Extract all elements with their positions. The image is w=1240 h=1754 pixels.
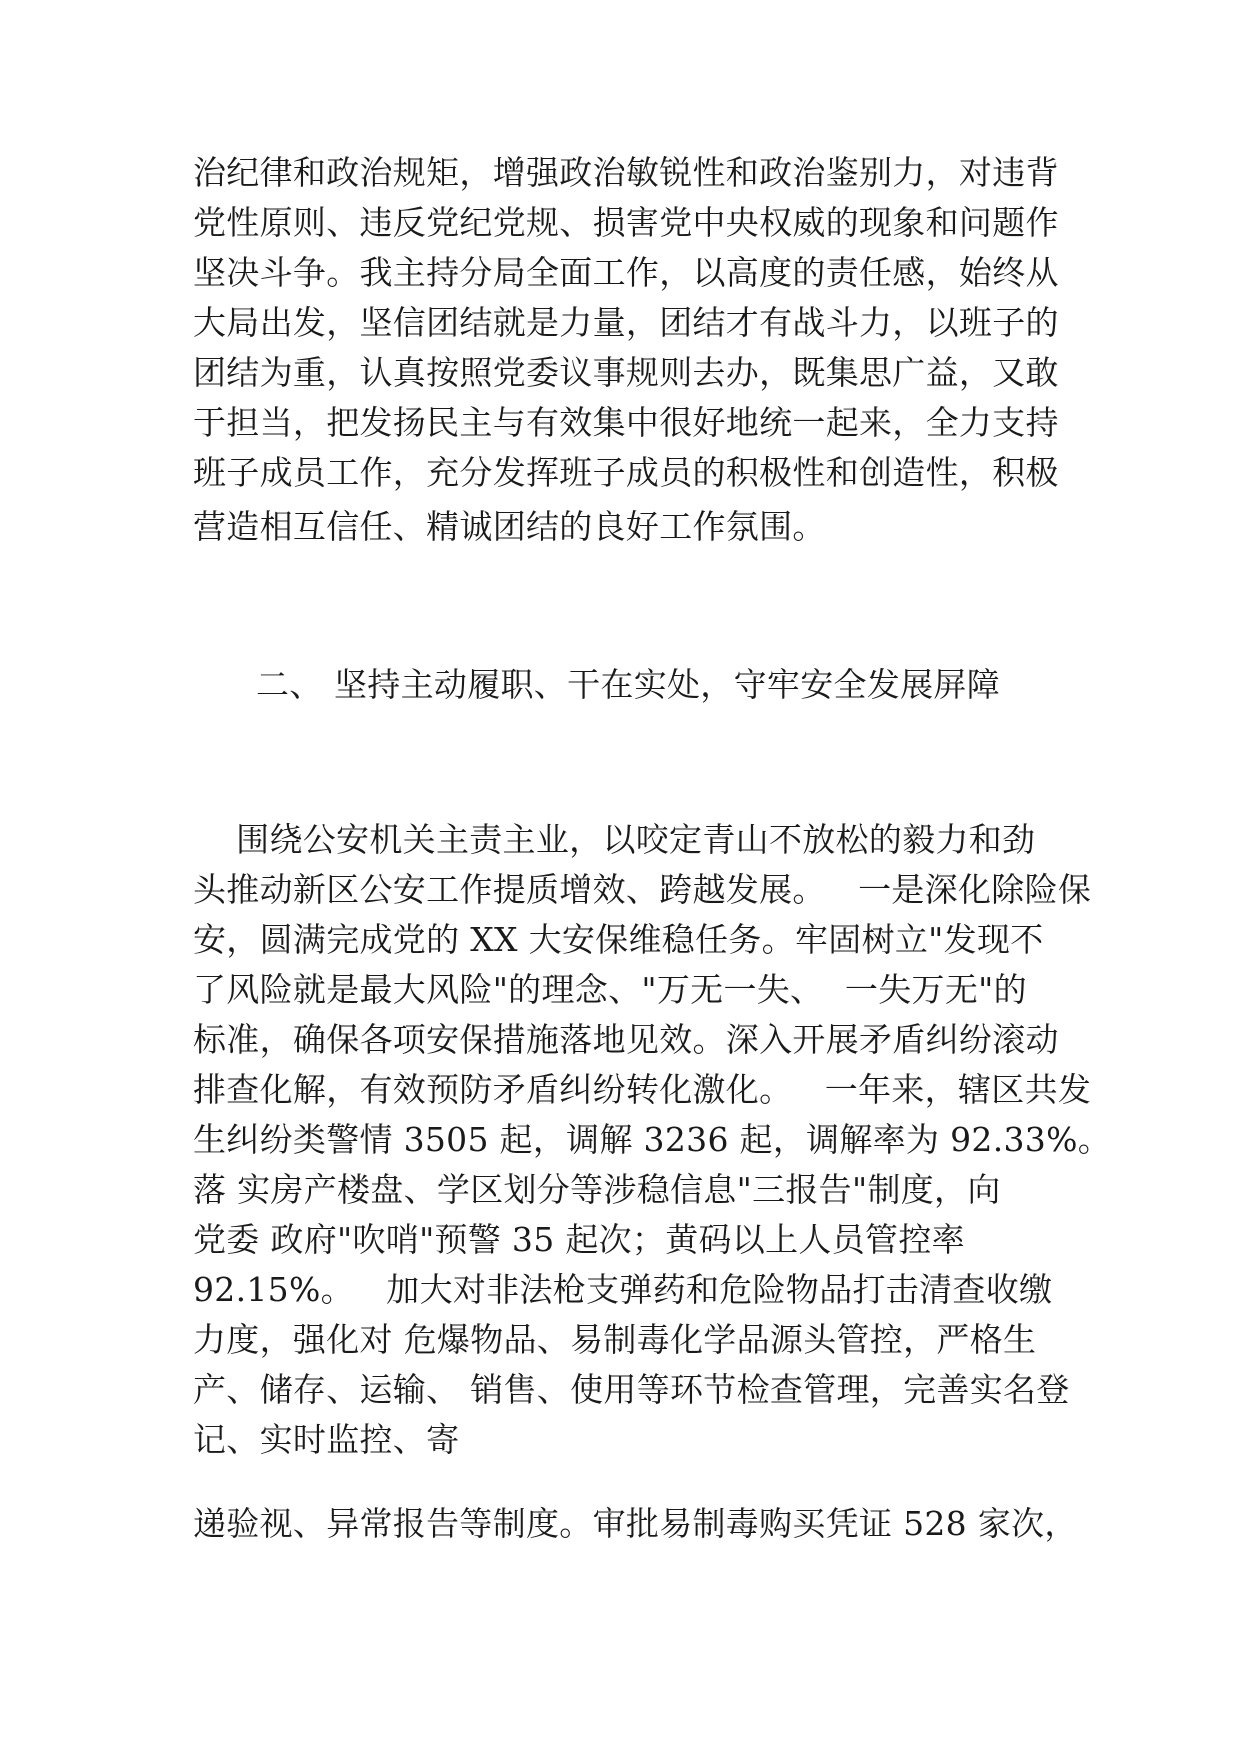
paragraph-line: 记、实时监控、寄 xyxy=(193,1420,460,1459)
paragraph-line: 围绕公安机关主责主业，以咬定青山不放松的毅力和劲 xyxy=(193,820,1036,859)
section-heading: 坚持主动履职、干在实处，守牢安全发展屏障 xyxy=(334,665,1000,704)
paragraph-line: 力度，强化对 危爆物品、易制毒化学品源头管控，严格生 xyxy=(193,1320,1037,1359)
paragraph-line: 班子成员工作，充分发挥班子成员的积极性和创造性，积极 xyxy=(193,453,1059,492)
paragraph-line: 递验视、异常报告等制度。审批易制毒购买凭证 528 家次， xyxy=(193,1504,1078,1543)
paragraph-line: 了风险就是最大风险"的理念、"万无一失、 一失万无"的 xyxy=(193,970,1027,1009)
paragraph-line: 安，圆满完成党的 XX 大安保维稳任务。牢固树立"发现不 xyxy=(193,920,1044,959)
paragraph-line: 标准，确保各项安保措施落地见效。深入开展矛盾纠纷滚动 xyxy=(193,1020,1059,1059)
paragraph-line: 团结为重，认真按照党委议事规则去办，既集思广益，又敢 xyxy=(193,353,1059,392)
paragraph-line: 营造相互信任、精诚团结的良好工作氛围。 xyxy=(193,507,826,546)
paragraph-line: 党性原则、违反党纪党规、损害党中央权威的现象和问题作 xyxy=(193,203,1059,242)
paragraph-line: 92.15%。 加大对非法枪支弹药和危险物品打击清查收缴 xyxy=(193,1270,1053,1309)
paragraph-line: 党委 政府"吹哨"预警 35 起次；黄码以上人员管控率 xyxy=(193,1220,965,1259)
paragraph-line: 落 实房产楼盘、学区划分等涉稳信息"三报告"制度，向 xyxy=(193,1170,1001,1209)
paragraph-line: 排查化解，有效预防矛盾纠纷转化激化。 一年来，辖区共发 xyxy=(193,1070,1092,1109)
paragraph-line: 治纪律和政治规矩，增强政治敏锐性和政治鉴别力，对违背 xyxy=(193,153,1059,192)
paragraph-line: 于担当，把发扬民主与有效集中很好地统一起来，全力支持 xyxy=(193,403,1059,442)
paragraph-line: 坚决斗争。我主持分局全面工作，以高度的责任感，始终从 xyxy=(193,253,1059,292)
paragraph-line: 产、储存、运输、 销售、使用等环节检查管理，完善实名登 xyxy=(193,1370,1070,1409)
paragraph-line: 生纠纷类警情 3505 起，调解 3236 起，调解率为 92.33%。 xyxy=(193,1120,1112,1159)
paragraph-line: 头推动新区公安工作提质增效、跨越发展。 一是深化除险保 xyxy=(193,870,1092,909)
section-heading-number: 二、 xyxy=(256,665,323,704)
paragraph-line: 大局出发，坚信团结就是力量，团结才有战斗力，以班子的 xyxy=(193,303,1059,342)
